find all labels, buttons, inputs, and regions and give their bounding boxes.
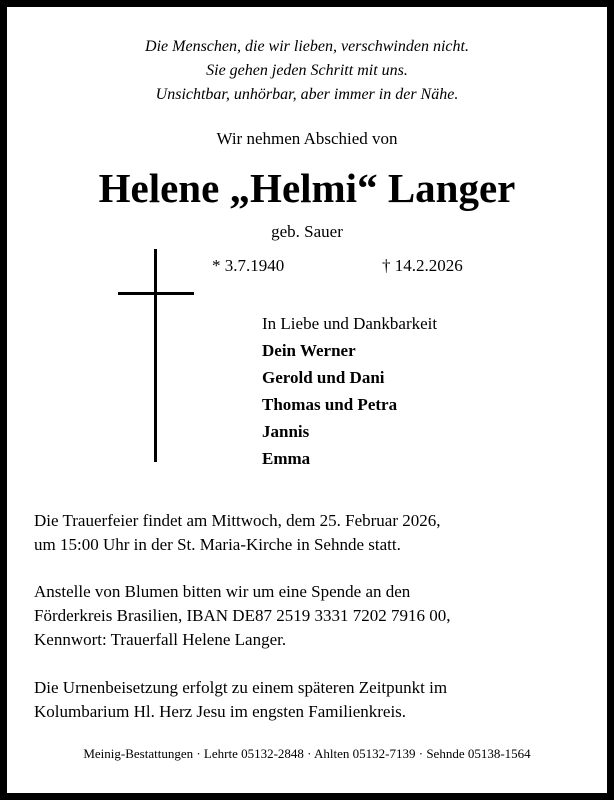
farewell-intro: Wir nehmen Abschied von bbox=[216, 129, 398, 148]
burial-line-2: Kolumbarium Hl. Herz Jesu im engsten Familienkreis. bbox=[34, 702, 407, 721]
deceased-name: Helene „Helmi“ Langer bbox=[98, 165, 516, 211]
donation-line-3: Kennwort: Trauerfall Helene Langer. bbox=[34, 630, 287, 649]
mourners-intro: In Liebe und Dankbarkeit bbox=[262, 314, 438, 333]
death-date: † 14.2.2026 bbox=[382, 256, 463, 275]
donation-line-2: Förderkreis Brasilien, IBAN DE87 2519 3331 7202 7916 00, bbox=[34, 606, 451, 625]
birth-name: geb. Sauer bbox=[271, 222, 343, 241]
motto-line-1: Die Menschen, die wir lieben, verschwinden nicht. bbox=[145, 38, 469, 55]
motto-line-2: Sie gehen jeden Schritt mit uns. bbox=[206, 62, 408, 79]
birth-date: * 3.7.1940 bbox=[212, 256, 285, 275]
mourner-name: Dein Werner bbox=[262, 341, 356, 360]
mourner-name: Jannis bbox=[262, 422, 310, 441]
cross-vertical-bar bbox=[154, 249, 157, 462]
mourner-name: Emma bbox=[262, 449, 311, 468]
burial-line-1: Die Urnenbeisetzung erfolgt zu einem späteren Zeitpunkt im bbox=[34, 678, 448, 697]
funeral-line-2: um 15:00 Uhr in der St. Maria-Kirche in Sehnde statt. bbox=[34, 535, 401, 554]
mourner-name: Gerold und Dani bbox=[262, 368, 385, 387]
mourner-name: Thomas und Petra bbox=[262, 395, 398, 414]
undertaker-footer: Meinig-Bestattungen · Lehrte 05132-2848 · Ahlten 05132-7139 · Sehnde 05138-1564 bbox=[83, 746, 531, 761]
cross-horizontal-bar bbox=[118, 292, 194, 295]
funeral-line-1: Die Trauerfeier findet am Mittwoch, dem 25. Februar 2026, bbox=[34, 511, 441, 530]
motto-line-3: Unsichtbar, unhörbar, aber immer in der Nähe. bbox=[155, 86, 459, 103]
donation-line-1: Anstelle von Blumen bitten wir um eine Spende an den bbox=[34, 582, 411, 601]
mourners-block bbox=[262, 310, 437, 472]
